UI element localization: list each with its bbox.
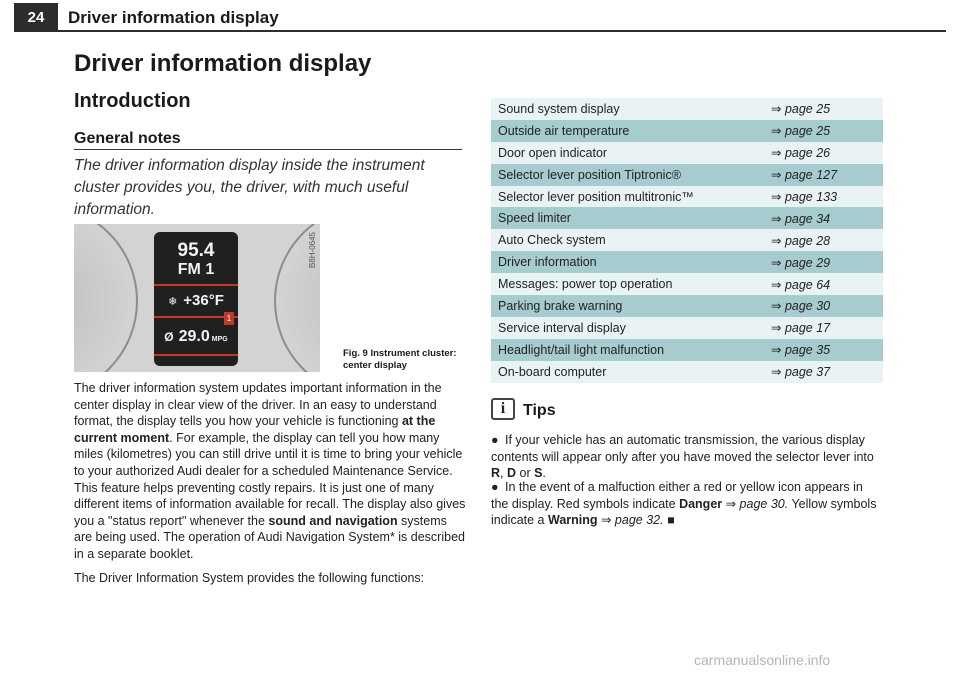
body-paragraph-2: The Driver Information System provides the following functions: xyxy=(74,571,425,585)
function-row xyxy=(491,361,883,383)
function-name: On-board computer xyxy=(498,364,607,379)
function-page-ref: ⇒ page 17 xyxy=(771,321,831,336)
bullet-icon: ● xyxy=(491,480,499,494)
body-paragraph-1 xyxy=(74,380,466,563)
tip-2-ref-1: ⇒ page 30. xyxy=(722,496,789,511)
functions-table xyxy=(491,98,883,383)
function-row xyxy=(491,229,883,251)
function-name: Headlight/tail light malfunction xyxy=(498,342,665,357)
function-name: Service interval display xyxy=(498,320,626,335)
function-row xyxy=(491,164,883,186)
function-page-ref: ⇒ page 64 xyxy=(771,277,831,292)
display-station: FM 1 xyxy=(177,261,215,278)
section-title: Introduction xyxy=(74,90,191,112)
bullet-icon: ● xyxy=(491,433,499,447)
tip-1-s: S xyxy=(534,466,543,481)
function-page-ref: ⇒ page 28 xyxy=(771,233,831,248)
figure-caption xyxy=(343,348,463,372)
tip-1-or: or xyxy=(516,466,535,481)
display-divider xyxy=(154,284,238,286)
function-page-ref: ⇒ page 127 xyxy=(771,168,838,183)
chapter-title: Driver information display xyxy=(74,50,372,77)
function-row xyxy=(491,186,883,208)
instrument-cluster-figure xyxy=(74,224,320,372)
function-page-ref: ⇒ page 26 xyxy=(771,146,831,161)
function-name: Selector lever position Tiptronic® xyxy=(498,167,681,182)
display-indicator: 1 xyxy=(224,312,234,325)
tip-1-comma: , xyxy=(500,466,507,481)
left-gauge xyxy=(74,224,138,372)
display-frequency: 95.4 xyxy=(177,240,215,261)
function-name: Messages: power top operation xyxy=(498,277,673,292)
function-name: Parking brake warning xyxy=(498,298,623,313)
function-row xyxy=(491,339,883,361)
tip-2-warning: Warning xyxy=(547,513,598,528)
function-row xyxy=(491,317,883,339)
tip-2-text: In the event of a malfuction either a red or yellow icon appears in the display. Red symbols indicate xyxy=(491,480,863,511)
display-consumption: 29.0 xyxy=(178,328,210,345)
display-temperature: +36°F xyxy=(183,292,224,309)
function-page-ref: ⇒ page 25 xyxy=(771,102,831,117)
figure-code: B8H-0645 xyxy=(308,232,317,269)
function-row xyxy=(491,273,883,295)
function-page-ref: ⇒ page 35 xyxy=(771,343,831,358)
body-text-c: . For example, the display can tell you how many miles (kilometres) you can still drive until it is time to bring your vehicle to your authorized Audi dealer for a scheduled Maintenance Service. This feature helps preventing costly repairs. It is just one of many different items of information available for recall. The display also gives you a "status report" whenever the xyxy=(74,430,466,528)
function-page-ref: ⇒ page 37 xyxy=(771,365,831,380)
function-name: Door open indicator xyxy=(498,145,608,160)
info-icon: i xyxy=(491,398,515,420)
function-page-ref: ⇒ page 133 xyxy=(771,190,838,204)
function-row xyxy=(491,142,883,164)
center-display xyxy=(154,232,238,366)
tip-1-d: D xyxy=(506,466,517,481)
function-name: Speed limiter xyxy=(498,211,571,226)
body-text-e: systems are being used. The operation of Audi Navigation System* is described in a separate booklet. xyxy=(74,513,465,561)
header-rule xyxy=(14,30,946,32)
body-emphasis-1: at the current moment xyxy=(74,414,436,445)
function-page-ref: ⇒ page 29 xyxy=(771,255,831,270)
tip-1-text: If your vehicle has an automatic transmission, the various display contents will appear only after you have moved the selector lever into xyxy=(491,433,874,464)
function-row xyxy=(491,98,883,120)
function-name: Outside air temperature xyxy=(498,123,630,138)
body-emphasis-2: sound and navigation xyxy=(268,513,398,528)
function-row xyxy=(491,207,883,229)
function-row xyxy=(491,120,883,142)
function-page-ref: ⇒ page 30 xyxy=(771,299,831,314)
watermark: carmanualsonline.info xyxy=(694,652,831,668)
display-consumption-row xyxy=(154,328,238,346)
tip-1-r: R xyxy=(491,466,501,481)
end-mark: ■ xyxy=(663,513,675,528)
tip-2-ref-2: ⇒ page 32. xyxy=(597,513,664,528)
tip-2-text-b: Yellow symbols indicate a xyxy=(491,496,877,528)
lead-paragraph: The driver information display inside the instrument cluster provides you, the driver, with much useful information. xyxy=(74,157,425,218)
function-name: Sound system display xyxy=(498,101,620,116)
average-icon: Ø xyxy=(164,330,174,344)
display-unit: MPG xyxy=(211,336,228,343)
body-text-a: The driver information system updates important information in the center display in clear view of the driver. In an easy to understand format, the display tells you how your vehicle is functioning xyxy=(74,381,442,429)
display-divider-3 xyxy=(154,354,238,356)
tip-2-danger: Danger xyxy=(679,496,723,511)
display-temperature-row xyxy=(154,292,238,309)
function-page-ref: ⇒ page 34 xyxy=(771,211,831,226)
subsection-title: General notes xyxy=(74,130,181,147)
subsection-rule xyxy=(74,149,462,150)
tip-1 xyxy=(491,432,883,482)
tips-title: Tips xyxy=(523,402,556,419)
tip-1-end: . xyxy=(542,466,546,481)
caption-label: Fig. 9 xyxy=(343,348,368,359)
caption-text: Instrument cluster: center display xyxy=(343,348,457,371)
function-row xyxy=(491,251,883,273)
page-number: 24 xyxy=(14,3,58,31)
function-page-ref: ⇒ page 25 xyxy=(771,124,831,139)
function-name: Selector lever position multitronic™ xyxy=(498,189,694,204)
function-row xyxy=(491,295,883,317)
snowflake-icon: ❄ xyxy=(168,296,178,308)
tip-2 xyxy=(491,479,883,529)
function-name: Driver information xyxy=(498,255,597,270)
running-head: Driver information display xyxy=(68,8,279,27)
function-name: Auto Check system xyxy=(498,233,606,248)
